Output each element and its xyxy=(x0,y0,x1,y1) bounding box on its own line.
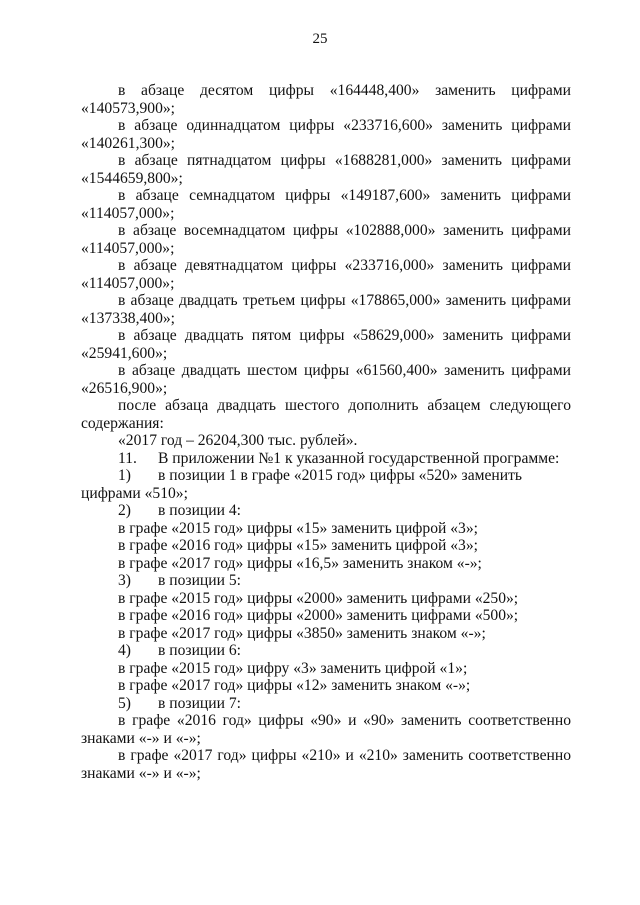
numbered-line xyxy=(81,695,571,713)
text-line: в позиции 6: xyxy=(158,642,241,659)
text-line: «137338,400»; xyxy=(81,309,175,327)
text-line: знаками «-» и «-»; xyxy=(81,764,201,782)
text-line: «114057,000»; xyxy=(81,274,175,292)
text-line: в абзаце двадцать третьем цифры «178865,000» заменить цифрами xyxy=(118,292,571,309)
item-number: 3) xyxy=(118,572,131,589)
text-line: в графе «2016 год» цифры «90» и «90» заменить соответственно xyxy=(118,712,571,729)
text-line: в абзаце семнадцатом цифры «149187,600» заменить цифрами xyxy=(118,187,571,204)
text-line: в графе «2016 год» цифры «2000» заменить цифрами «500»; xyxy=(118,607,519,624)
text-line: «140261,300»; xyxy=(81,134,175,152)
numbered-line xyxy=(81,572,571,590)
page-number: 25 xyxy=(312,31,328,47)
text-line: в позиции 7: xyxy=(158,694,241,712)
text-line: в позиции 5: xyxy=(158,572,241,589)
numbered-line xyxy=(81,642,571,660)
numbered-line xyxy=(81,502,571,520)
text-line: в позиции 1 в графе «2015 год» цифры «520» заменить xyxy=(158,467,523,484)
item-number: 2) xyxy=(118,502,131,519)
text-line: «1544659,800»; xyxy=(81,169,183,187)
text-line: в абзаце десятом цифры «164448,400» заменить цифрами xyxy=(118,82,571,99)
numbered-line xyxy=(81,467,571,485)
text-line: «2017 год – 26204,300 тыс. рублей». xyxy=(118,432,358,449)
text-line: «25941,600»; xyxy=(81,344,168,362)
item-number: 11. xyxy=(118,449,137,467)
text-line: «114057,000»; xyxy=(81,204,175,222)
text-line: в графе «2017 год» цифры «16,5» заменить знаком «-»; xyxy=(118,554,482,572)
text-line: цифрами «510»; xyxy=(81,484,188,502)
text-line: в абзаце пятнадцатом цифры «1688281,000» заменить цифрами xyxy=(118,152,571,169)
text-line: «114057,000»; xyxy=(81,239,175,257)
text-line: В приложении №1 к указанной государственной программе: xyxy=(158,449,560,467)
text-line: в графе «2015 год» цифру «3» заменить цифрой «1»; xyxy=(118,659,468,677)
document-body xyxy=(81,82,571,782)
text-line: в абзаце двадцать шестом цифры «61560,400» заменить цифрами xyxy=(118,362,571,379)
item-number: 4) xyxy=(118,642,131,659)
text-line: в графе «2017 год» цифры «12» заменить знаком «-»; xyxy=(118,677,471,694)
text-line: «26516,900»; xyxy=(81,379,168,397)
text-line: «140573,900»; xyxy=(81,99,175,117)
text-line: в абзаце девятнадцатом цифры «233716,000» заменить цифрами xyxy=(118,257,571,274)
text-line: в графе «2015 год» цифры «15» заменить цифрой «3»; xyxy=(118,519,478,537)
text-line: в графе «2017 год» цифры «210» и «210» заменить соответственно xyxy=(118,747,571,764)
text-line: после абзаца двадцать шестого дополнить абзацем следующего xyxy=(118,397,571,414)
text-line: в позиции 4: xyxy=(158,502,241,519)
item-number: 5) xyxy=(118,694,131,712)
text-line: знаками «-» и «-»; xyxy=(81,729,201,747)
text-line: в графе «2016 год» цифры «15» заменить цифрой «3»; xyxy=(118,537,478,554)
text-line: в абзаце восемнадцатом цифры «102888,000» заменить цифрами xyxy=(118,222,571,239)
item-number: 1) xyxy=(118,467,131,484)
text-line: в абзаце одиннадцатом цифры «233716,600» заменить цифрами xyxy=(118,117,571,134)
text-line: в графе «2017 год» цифры «3850» заменить знаком «-»; xyxy=(118,624,486,642)
text-line: содержания: xyxy=(81,414,164,432)
text-line: в абзаце двадцать пятом цифры «58629,000» заменить цифрами xyxy=(118,327,571,344)
numbered-line xyxy=(81,450,571,468)
text-line: в графе «2015 год» цифры «2000» заменить цифрами «250»; xyxy=(118,589,519,607)
